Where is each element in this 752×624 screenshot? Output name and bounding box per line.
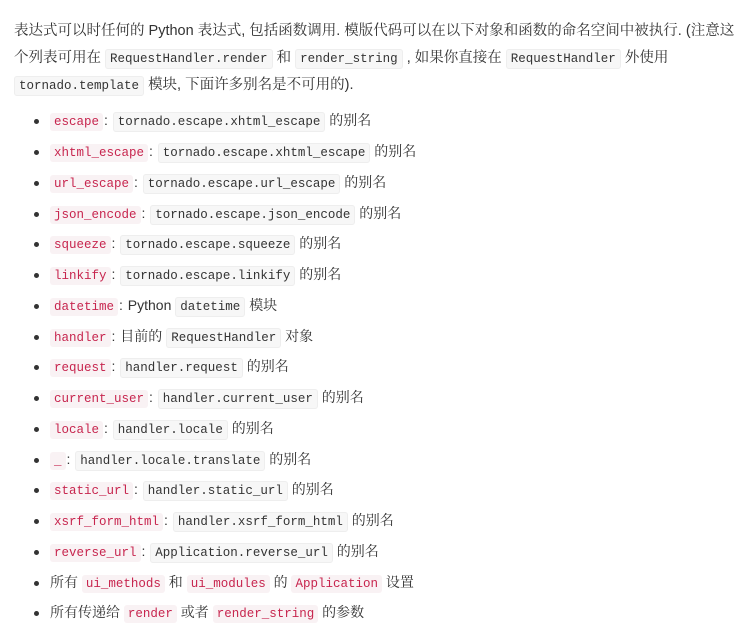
alias-suffix: 的别名 bbox=[351, 512, 394, 529]
alias-value: tornado.escape.xhtml_escape bbox=[158, 143, 371, 163]
colon-separator: : bbox=[111, 266, 116, 283]
list-item bbox=[32, 602, 738, 624]
colon-separator: : bbox=[66, 450, 71, 467]
alias-suffix: 的别名 bbox=[231, 419, 274, 436]
list-item bbox=[32, 295, 738, 317]
alias-name: datetime bbox=[50, 298, 118, 316]
alias-name: json_encode bbox=[50, 206, 141, 224]
list-item bbox=[32, 356, 738, 378]
alias-value: handler.current_user bbox=[158, 389, 318, 409]
code-render: render bbox=[124, 605, 177, 623]
colon-separator: : bbox=[141, 204, 146, 221]
alias-value: tornado.escape.json_encode bbox=[150, 205, 355, 225]
list-item bbox=[32, 203, 738, 225]
alias-value: tornado.escape.squeeze bbox=[120, 235, 295, 255]
alias-name: locale bbox=[50, 421, 103, 439]
alias-name: request bbox=[50, 359, 111, 377]
intro-text-part2: 和 bbox=[276, 49, 292, 66]
colon-separator: : bbox=[111, 327, 116, 344]
alias-value: handler.locale.translate bbox=[75, 451, 265, 471]
alias-value: Application.reverse_url bbox=[150, 543, 333, 563]
alias-pretext: 目前的 bbox=[120, 327, 163, 344]
alias-suffix: 的别名 bbox=[329, 112, 372, 129]
intro-text-part1: 表达式可以时任何的 Python 表达式, 包括函数调用. 模版代码可以在以下对象和函数的命名空间中被执行. (注意这个列表可用在 bbox=[14, 23, 735, 66]
alias-list bbox=[14, 110, 738, 624]
alias-suffix: 的别名 bbox=[344, 173, 387, 190]
alias-name: static_url bbox=[50, 482, 133, 500]
list-item bbox=[32, 233, 738, 255]
alias-pretext: Python bbox=[127, 296, 172, 313]
alias-value: tornado.escape.url_escape bbox=[143, 174, 341, 194]
alias-name: xsrf_form_html bbox=[50, 513, 163, 531]
alias-name: reverse_url bbox=[50, 544, 141, 562]
colon-separator: : bbox=[111, 358, 116, 375]
alias-suffix: 的别名 bbox=[336, 542, 379, 559]
colon-separator: : bbox=[119, 296, 123, 313]
alias-suffix: 的别名 bbox=[269, 450, 312, 467]
list-item bbox=[32, 264, 738, 286]
alias-suffix: 的别名 bbox=[374, 143, 417, 160]
list-item bbox=[32, 479, 738, 501]
footer-mid1: 和 bbox=[168, 573, 183, 590]
alias-suffix: 的别名 bbox=[321, 389, 364, 406]
footer-suffix: 的参数 bbox=[322, 604, 365, 621]
footer-mid1: 或者 bbox=[180, 604, 209, 621]
alias-name: current_user bbox=[50, 390, 148, 408]
footer-pretext: 所有传递给 bbox=[50, 604, 120, 621]
alias-value: RequestHandler bbox=[166, 328, 281, 348]
colon-separator: : bbox=[164, 512, 168, 529]
alias-suffix: 的别名 bbox=[299, 266, 342, 283]
alias-name: _ bbox=[50, 452, 66, 470]
colon-separator: : bbox=[104, 419, 108, 436]
list-item bbox=[32, 172, 738, 194]
list-item bbox=[32, 418, 738, 440]
alias-name: escape bbox=[50, 113, 103, 131]
alias-suffix: 模块 bbox=[249, 296, 278, 313]
code-request-handler-render: RequestHandler.render bbox=[105, 49, 273, 69]
alias-value: handler.locale bbox=[113, 420, 228, 440]
alias-suffix: 的别名 bbox=[359, 204, 402, 221]
code-application: Application bbox=[291, 575, 382, 593]
code-request-handler: RequestHandler bbox=[506, 49, 621, 69]
alias-value: tornado.escape.xhtml_escape bbox=[113, 112, 326, 132]
alias-name: handler bbox=[50, 329, 111, 347]
colon-separator: : bbox=[134, 173, 138, 190]
alias-suffix: 的别名 bbox=[299, 235, 342, 252]
code-render-string: render_string bbox=[295, 49, 403, 69]
colon-separator: : bbox=[149, 389, 153, 406]
alias-suffix: 的别名 bbox=[246, 358, 289, 375]
alias-name: xhtml_escape bbox=[50, 144, 148, 162]
colon-separator: : bbox=[104, 112, 108, 129]
intro-text-part5: 模块, 下面许多别名是不可用的). bbox=[148, 76, 354, 93]
alias-name: linkify bbox=[50, 267, 111, 285]
alias-name: squeeze bbox=[50, 236, 111, 254]
alias-value: tornado.escape.linkify bbox=[120, 266, 295, 286]
intro-paragraph bbox=[14, 18, 738, 98]
footer-suffix: 设置 bbox=[385, 573, 414, 590]
list-item bbox=[32, 387, 738, 409]
footer-pretext: 所有 bbox=[50, 573, 78, 590]
colon-separator: : bbox=[134, 481, 138, 498]
alias-suffix: 的别名 bbox=[291, 481, 334, 498]
list-item bbox=[32, 572, 738, 594]
intro-text-part3: , 如果你直接在 bbox=[406, 49, 502, 66]
list-item bbox=[32, 510, 738, 532]
code-tornado-template: tornado.template bbox=[14, 76, 144, 96]
code-render-string-footer: render_string bbox=[213, 605, 319, 623]
list-item bbox=[32, 449, 738, 471]
footer-mid2: 的 bbox=[273, 573, 288, 590]
list-item bbox=[32, 326, 738, 348]
colon-separator: : bbox=[149, 143, 153, 160]
colon-separator: : bbox=[141, 542, 146, 559]
list-item bbox=[32, 141, 738, 163]
code-ui-methods: ui_methods bbox=[82, 575, 165, 593]
alias-value: handler.request bbox=[120, 358, 243, 378]
colon-separator: : bbox=[111, 235, 116, 252]
list-item bbox=[32, 110, 738, 132]
alias-value: datetime bbox=[175, 297, 245, 317]
alias-name: url_escape bbox=[50, 175, 133, 193]
alias-suffix: 对象 bbox=[285, 327, 314, 344]
alias-value: handler.xsrf_form_html bbox=[173, 512, 348, 532]
code-ui-modules: ui_modules bbox=[187, 575, 270, 593]
intro-text-part4: 外使用 bbox=[624, 49, 669, 66]
list-item bbox=[32, 541, 738, 563]
alias-value: handler.static_url bbox=[143, 481, 288, 501]
